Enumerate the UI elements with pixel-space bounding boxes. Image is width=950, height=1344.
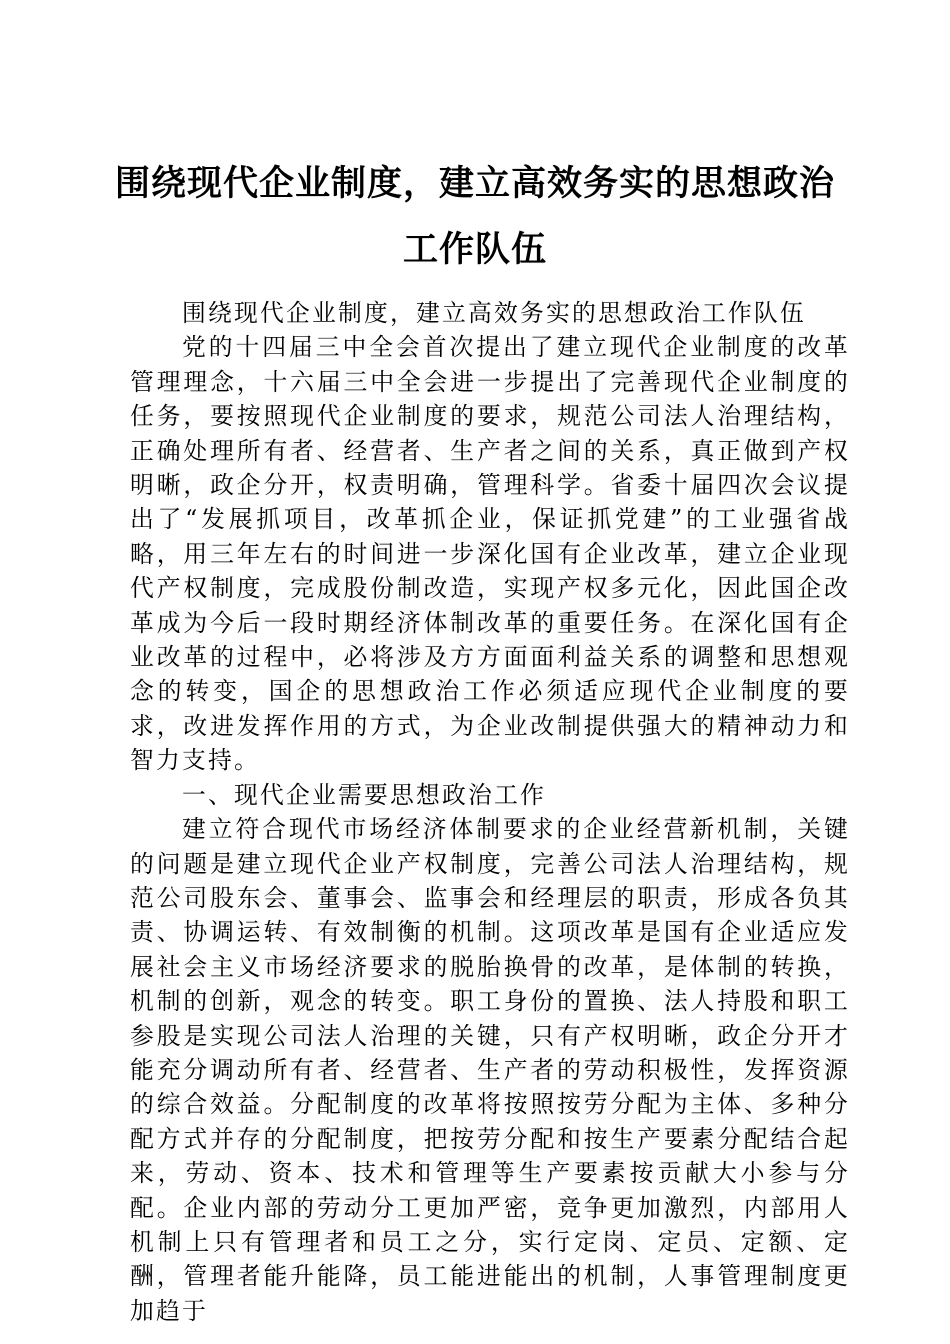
document-body xyxy=(130,296,850,1328)
document-title-line-2: 工作队伍 xyxy=(402,230,547,270)
section-heading: 一、现代企业需要思想政治工作 xyxy=(182,780,546,809)
intro-paragraph: 党的十四届三中全会首次提出了建立现代企业制度的改革管理理念，十六届三中全会进一步提出了完善现代企业制度的任务，要按照现代企业制度的要求，规范公司法人治理结构，正确处理所有者、经营者、生产者之间的关系，真正做到产权明晰，政企分开，权责明确，管理科学。省委十届四次会议提出了“发展抓项目，改革抓企业，保证抓党建”的工业强省战略，用三年左右的时间进一步深化国有企业改革，建立企业现代产权制度，完成股份制改造，实现产权多元化，因此国企改革成为今后一段时期经济体制改革的重要任务。在深化国有企业改革的过程中，必将涉及方方面面利益关系的调整和思想观念的转变，国企的思想政治工作必须适应现代企业制度的要求，改进发挥作用的方式，为企业改制提供强大的精神动力和智力支持。 xyxy=(130,333,850,775)
section-paragraph: 建立符合现代市场经济体制要求的企业经营新机制，关键的问题是建立现代企业产权制度，完善公司法人治理结构，规范公司股东会、董事会、监事会和经理层的职责，形成各负其责、协调运转、有效制衡的机制。这项改革是国有企业适应发展社会主义市场经济要求的脱胎换骨的改革，是体制的转换，机制的创新，观念的转变。职工身份的置换、法人持股和职工参股是实现公司法人治理的关键，只有产权明晰，政企分开才能充分调动所有者、经营者、生产者的劳动积极性，发挥资源的综合效益。分配制度的改革将按照按劳分配为主体、多种分配方式并存的分配制度，把按劳分配和按生产要素分配结合起来，劳动、资本、技术和管理等生产要素按贡献大小参与分配。企业内部的劳动分工更加严密，竞争更加激烈，内部用人机制上只有管理者和员工之分，实行定岗、定员、定额、定酬，管理者能升能降，员工能进能出的机制，人事管理制度更加趋于 xyxy=(130,815,850,1325)
subtitle-paragraph: 围绕现代企业制度，建立高效务实的思想政治工作队伍 xyxy=(182,299,806,327)
document-title-line-1: 围绕现代企业制度，建立高效务实的思想政治 xyxy=(114,164,835,204)
